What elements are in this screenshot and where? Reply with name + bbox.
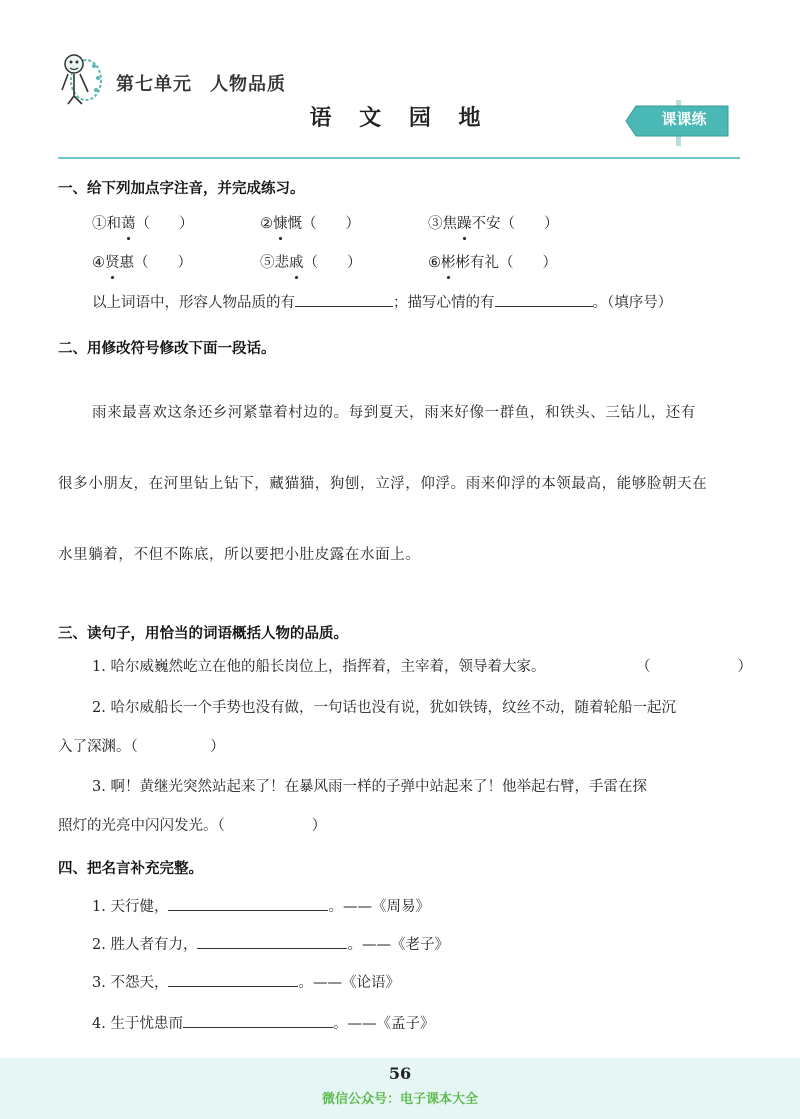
section-3-heading: 三、读句子，用恰当的词语概括人物的品质。: [58, 626, 348, 642]
answer-paren[interactable]: （ ）: [303, 255, 362, 271]
s1-item-2: ②慷慨（ ）: [260, 212, 360, 233]
mood-answer-blank[interactable]: [495, 292, 593, 307]
s3-question-2-line-1: 2. 哈尔威船长一个手势也没有做，一句话也没有说，犹如铁铸，纹丝不动，随着轮船一起沉: [92, 700, 676, 716]
s1-item-5: ⑤悲戚（ ）: [260, 251, 362, 272]
unit-mascot-icon: [56, 48, 108, 106]
page-title: 语 文 园 地: [309, 106, 491, 131]
s4-item-3: 3. 不怨天， 。——《论语》: [92, 971, 400, 992]
section-1-heading: 一、给下列加点字注音，并完成练习。: [58, 181, 305, 197]
answer-paren[interactable]: （ ）: [134, 255, 192, 271]
answer-paren[interactable]: （ ）: [302, 216, 360, 232]
s3-q1-answer-paren[interactable]: （ ）: [636, 659, 752, 675]
s3-question-2-line-2[interactable]: 入了深渊。（ ）: [58, 739, 225, 755]
s3-question-1: 1. 哈尔威巍然屹立在他的船长岗位上，指挥着，主宰着，领导着大家。: [92, 659, 546, 675]
s1-item-1: ①和蔼（ ）: [92, 212, 194, 233]
s2-paragraph-line-3: 水里躺着，不但不陈底，所以要把小肚皮露在水面上。: [58, 547, 421, 563]
proverb-blank-2[interactable]: [197, 934, 347, 949]
unit-heading: [116, 70, 286, 96]
s1-item-6: ⑥彬彬有礼（ ）: [428, 251, 557, 272]
answer-paren[interactable]: （ ）: [135, 216, 194, 232]
s1-item-4: ④贤惠（ ）: [92, 251, 192, 272]
s4-item-4: 4. 生于忧患而 。——《孟子》: [92, 1012, 434, 1033]
s2-paragraph-line-2: 很多小朋友，在河里钻上钻下，藏猫猫，狗刨，立浮，仰浮。雨来仰浮的本领最高，能够脸朝天在: [58, 476, 708, 492]
unit-number: 第七单元: [116, 74, 192, 95]
proverb-blank-1[interactable]: [168, 896, 328, 911]
s3-question-3-line-2[interactable]: 照灯的光亮中闪闪发光。（ ）: [58, 818, 327, 834]
answer-paren[interactable]: （ ）: [500, 216, 559, 232]
practice-tag-label: 课课练: [661, 110, 707, 128]
proverb-blank-4[interactable]: [183, 1013, 333, 1028]
proverb-blank-3[interactable]: [168, 972, 298, 987]
page-number: 56: [388, 1064, 412, 1083]
answer-paren[interactable]: （ ）: [499, 255, 557, 271]
section-2-heading: 二、用修改符号修改下面一段话。: [58, 341, 276, 357]
s4-item-1: 1. 天行健， 。——《周易》: [92, 895, 430, 916]
header-divider: [58, 157, 740, 159]
s1-summary: 以上词语中，形容人物品质的有 ；描写心情的有 。（填序号）: [92, 291, 672, 312]
s2-paragraph-line-1: 雨来最喜欢这条还乡河紧靠着村边的。每到夏天，雨来好像一群鱼，和铁头、三钻儿，还有: [92, 405, 696, 421]
s3-question-3-line-1: 3. 啊！黄继光突然站起来了！在暴风雨一样的子弹中站起来了！他举起右臂，手雷在探: [92, 779, 647, 795]
quality-answer-blank[interactable]: [295, 292, 393, 307]
practice-tag: [624, 100, 734, 146]
s4-item-2: 2. 胜人者有力， 。——《老子》: [92, 933, 449, 954]
wechat-watermark: 微信公众号：电子课本大全: [321, 1092, 478, 1107]
section-4-heading: 四、把名言补充完整。: [58, 861, 203, 877]
unit-theme: 人物品质: [210, 74, 286, 95]
s1-item-3: ③焦躁不安（ ）: [428, 212, 559, 233]
